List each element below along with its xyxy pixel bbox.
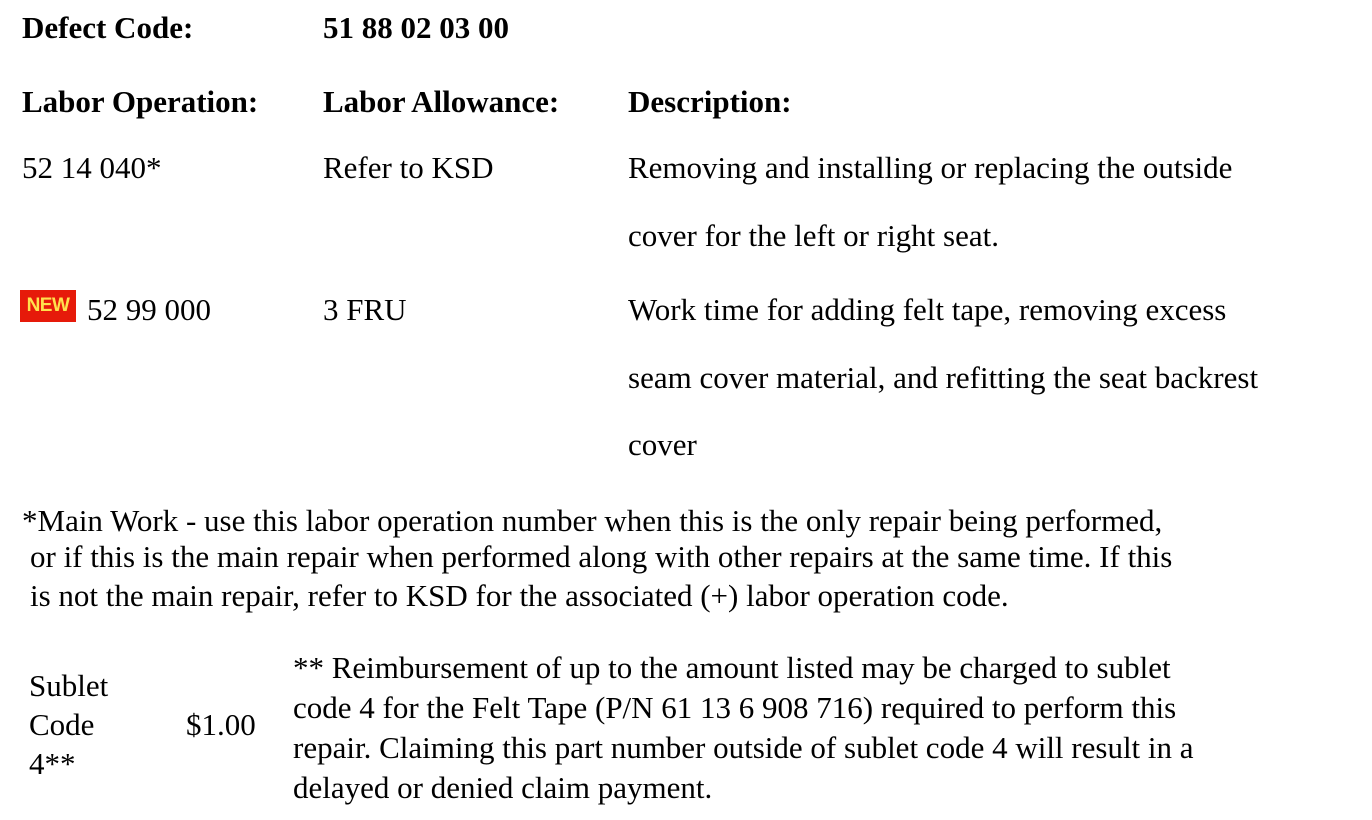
main-work-note-line: *Main Work - use this labor operation number when this is the only repair being performed, [22, 503, 1163, 538]
row-1-description-line: cover for the left or right seat. [628, 218, 999, 253]
sublet-text-line: repair. Claiming this part number outside of sublet code 4 will result in a [293, 730, 1194, 765]
labor-operation-header: Labor Operation: [22, 84, 259, 119]
defect-code-label: Defect Code: [22, 10, 194, 45]
row-2-description-line: cover [628, 427, 697, 462]
main-work-note-line: or if this is the main repair when performed along with other repairs at the same time. If this [30, 539, 1173, 574]
row-2-description-line: seam cover material, and refitting the seat backrest [628, 360, 1259, 395]
sublet-label-line: Sublet [29, 668, 109, 703]
row-2-description-line: Work time for adding felt tape, removing excess [628, 292, 1227, 327]
row-1-labor-operation: 52 14 040* [22, 150, 162, 185]
sublet-text-line: code 4 for the Felt Tape (P/N 61 13 6 908 716) required to perform this [293, 690, 1177, 725]
main-work-note-line: is not the main repair, refer to KSD for the associated (+) labor operation code. [30, 578, 1009, 613]
sublet-amount: $1.00 [186, 707, 256, 742]
sublet-label-line: 4** [29, 746, 76, 781]
sublet-code-label [29, 666, 149, 783]
new-badge-icon: NEW [20, 290, 76, 322]
row-2-labor-operation: 52 99 000 [87, 292, 211, 327]
sublet-description [293, 648, 1363, 808]
sublet-label-line: Code [29, 707, 95, 742]
defect-code-value: 51 88 02 03 00 [323, 10, 509, 45]
description-header: Description: [628, 84, 792, 119]
row-1-labor-allowance: Refer to KSD [323, 150, 494, 185]
labor-allowance-header: Labor Allowance: [323, 84, 560, 119]
row-1-description-line: Removing and installing or replacing the outside [628, 150, 1233, 185]
row-2-labor-allowance: 3 FRU [323, 292, 407, 327]
sublet-text-line: ** Reimbursement of up to the amount listed may be charged to sublet [293, 650, 1171, 685]
sublet-text-line: delayed or denied claim payment. [293, 770, 713, 805]
